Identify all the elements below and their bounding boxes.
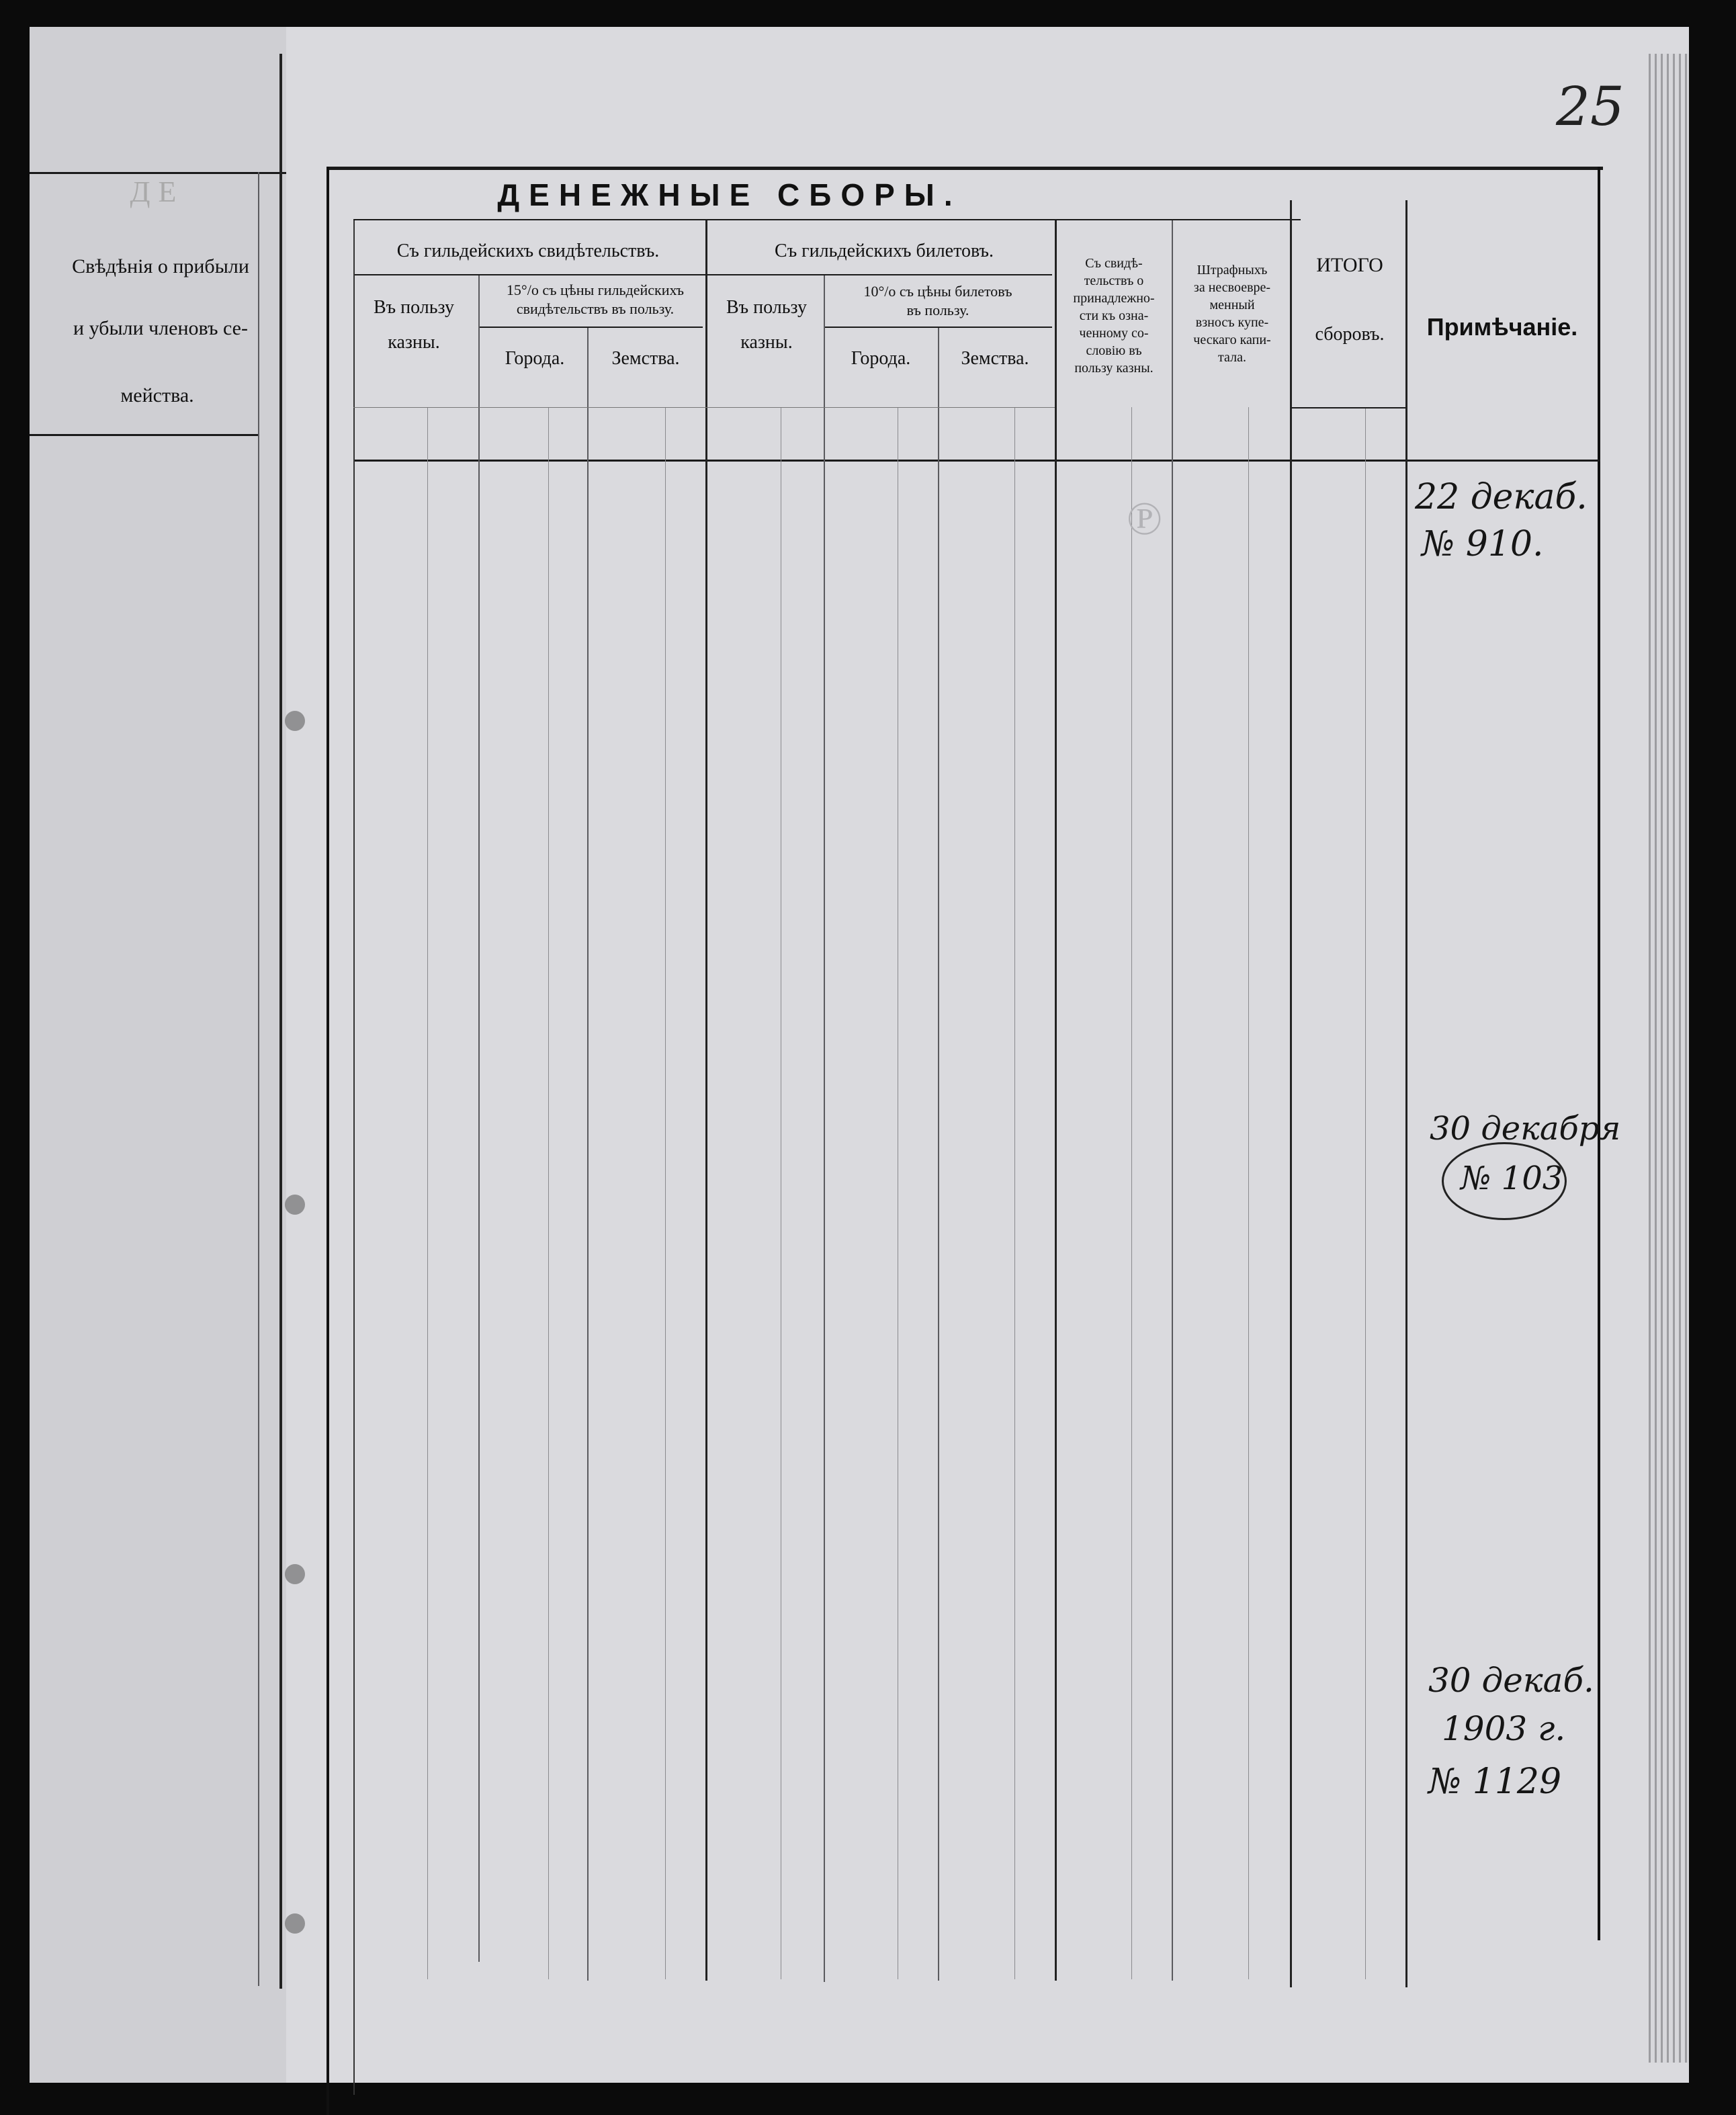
annotation-3-line-3: № 1129 <box>1428 1762 1562 1802</box>
guild-tickets-treasury-2: казны. <box>740 332 793 353</box>
total-col-2: сборовъ. <box>1315 324 1385 345</box>
guild-tickets-zemstvo: Земства. <box>961 348 1029 369</box>
guild-cert-percent-2: свидѣтельствъ въ пользу. <box>516 300 675 317</box>
certificates-col-5: ченному со- <box>1079 326 1149 341</box>
annotation-2-line-1: 30 декабря <box>1430 1110 1621 1148</box>
left-page <box>30 27 286 2083</box>
left-column-title-line-3: мейства. <box>120 384 194 406</box>
annotation-3-line-1: 30 декаб. <box>1428 1661 1594 1700</box>
col-rule-b <box>427 407 428 1979</box>
left-column-title-line-2: и убыли членовъ се- <box>73 317 248 339</box>
binding-hole-2 <box>285 1195 305 1215</box>
col-rule-s <box>1405 200 1407 1987</box>
total-col-1: ИТОГО <box>1316 254 1383 276</box>
col-rule-p <box>1248 407 1249 1979</box>
certificates-col-6: словію въ <box>1086 343 1142 358</box>
col-rule-k <box>938 328 939 1981</box>
certificates-col-1: Съ свидѣ- <box>1085 256 1143 271</box>
fines-col-6: тала. <box>1218 350 1246 365</box>
left-header-top-rule <box>30 172 286 174</box>
certificates-col-2: тельствъ о <box>1084 273 1144 288</box>
ledger-sheet <box>30 27 1689 2083</box>
col-rule-g <box>705 220 707 1981</box>
main-title: ДЕНЕЖНЫЕ СБОРЫ. <box>497 177 962 212</box>
col-rule-r <box>1365 407 1366 1979</box>
guild-tickets-treasury-1: Въ пользу <box>726 297 807 318</box>
left-inner-rule <box>258 172 259 1986</box>
guild-tickets-percent-1: 10°/о съ цѣны билетовъ <box>863 283 1012 300</box>
binding-hole-1 <box>285 711 305 731</box>
guild-tickets-city: Города. <box>851 348 911 369</box>
col-rule-i <box>824 275 825 1982</box>
table-right-bold-rule <box>1598 167 1600 1940</box>
fines-col-4: взносъ купе- <box>1195 315 1269 330</box>
certificates-col-3: принадлежно- <box>1073 291 1155 306</box>
header-bottom-rule <box>353 460 1600 462</box>
certificates-col-7: пользу казны. <box>1074 361 1154 376</box>
annotation-2-line-2: № 103 <box>1461 1160 1563 1197</box>
binding-hole-4 <box>285 1913 305 1934</box>
page-number: 25 <box>1556 75 1624 138</box>
col-rule-q <box>1290 200 1292 1987</box>
fines-col-2: за несвоевре- <box>1193 280 1271 295</box>
col-rule-e <box>587 328 589 1981</box>
right-page <box>286 27 1689 2083</box>
group-title-rule <box>353 274 1052 275</box>
table-top-rule <box>327 167 1603 170</box>
left-header-bottom-rule <box>30 434 258 436</box>
main-title-rule <box>353 219 1301 220</box>
guild-tickets-percent-2: въ пользу. <box>906 302 969 318</box>
guild-cert-treasury-2: казны. <box>388 332 440 353</box>
guild-sub-rule <box>353 407 1055 408</box>
guild-cert-percent-rule <box>478 327 703 328</box>
annotation-1-line-2: № 910. <box>1422 524 1544 564</box>
annotation-1-line-1: 22 декаб. <box>1415 477 1588 517</box>
col-rule-a <box>353 220 355 2095</box>
binding-hole-3 <box>285 1564 305 1584</box>
col-rule-n <box>1131 407 1132 1979</box>
col-rule-c <box>478 275 480 1962</box>
col-rule-o <box>1172 220 1173 1981</box>
col-rule-d <box>548 407 549 1979</box>
guild-cert-percent-1: 15°/о съ цѣны гильдейскихъ <box>506 282 685 298</box>
bleed-through-line-1: ℗ <box>1126 490 1162 546</box>
fines-col-5: ческаго капи- <box>1193 333 1271 347</box>
page-edges <box>1649 54 1689 2063</box>
guild-cert-city: Города. <box>505 348 565 369</box>
left-header-fragment: ДЕ <box>130 175 185 208</box>
guild-tickets-title: Съ гильдейскихъ билетовъ. <box>775 241 994 261</box>
guild-cert-treasury-1: Въ пользу <box>374 297 454 318</box>
certificates-col-4: сти къ озна- <box>1079 308 1149 323</box>
left-bold-rule <box>279 54 282 1989</box>
col-rule-m <box>1055 220 1057 1981</box>
total-sub-rule <box>1291 407 1405 408</box>
guild-certificates-title: Съ гильдейскихъ свидѣтельствъ. <box>396 241 660 261</box>
guild-cert-zemstvo: Земства. <box>611 348 680 369</box>
col-rule-f <box>665 407 666 1979</box>
annotation-3-line-2: 1903 г. <box>1442 1709 1566 1748</box>
fines-col-1: Штрафныхъ <box>1197 263 1268 277</box>
table-left-bold-rule <box>327 167 329 2115</box>
remarks-col: Примѣчаніе. <box>1426 313 1578 341</box>
left-column-title-line-1: Свѣдѣнія о прибыли <box>72 255 249 277</box>
col-rule-l <box>1014 407 1015 1979</box>
fines-col-3: менный <box>1209 298 1255 312</box>
